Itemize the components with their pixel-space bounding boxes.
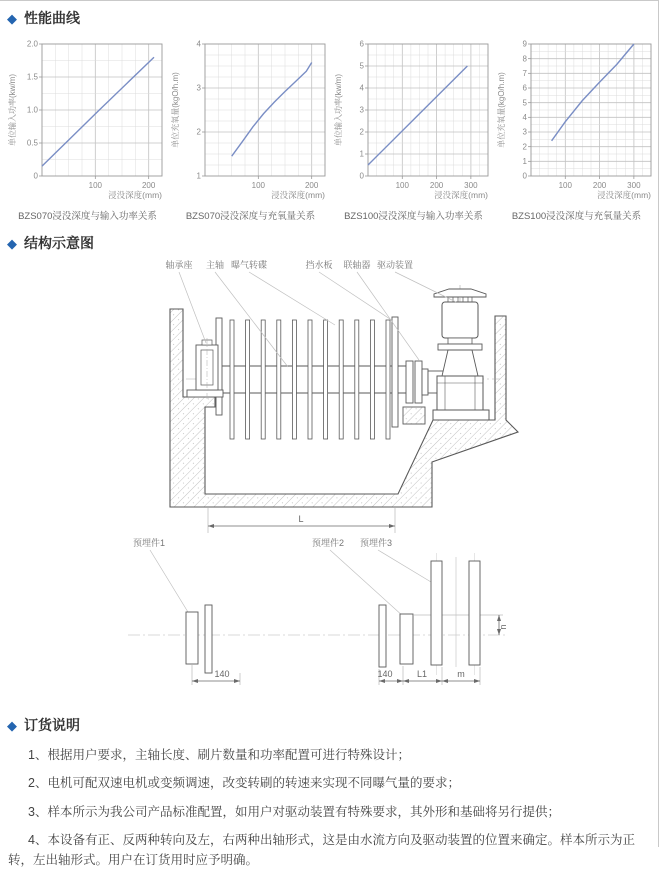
data-curve: [42, 57, 154, 166]
chart-canvas: [495, 30, 658, 207]
svg-text:2: 2: [196, 127, 201, 137]
svg-text:1: 1: [522, 156, 527, 166]
svg-text:0.5: 0.5: [26, 138, 38, 148]
svg-text:8: 8: [522, 54, 527, 64]
dim-label: L: [298, 514, 304, 524]
label-embed-1: 预埋件1: [133, 538, 166, 548]
svg-text:6: 6: [522, 83, 527, 93]
structure-diagram: [0, 255, 660, 703]
svg-text:200: 200: [141, 181, 156, 190]
chart-canvas: [169, 30, 332, 207]
bearing-assembly: [187, 338, 223, 401]
svg-text:100: 100: [251, 181, 266, 190]
label-embed-2: 预埋件2: [312, 538, 345, 548]
data-curve: [368, 66, 467, 165]
svg-text:2: 2: [522, 142, 527, 152]
ordering-notes: [0, 746, 658, 870]
dim-label: 140: [377, 669, 393, 679]
performance-charts-row: [0, 30, 658, 222]
chart-svg: [495, 30, 658, 202]
section-header-structure: [0, 226, 658, 255]
ordering-item-1: 1、根据用户要求，主轴长度、刷片数量和功率配置可进行特殊设计；: [28, 748, 410, 762]
chart-caption: BZS100浸没深度与输入功率关系: [344, 211, 483, 222]
chart-canvas: [332, 30, 495, 207]
svg-text:200: 200: [429, 181, 444, 190]
chart-canvas: [6, 30, 169, 207]
label-bearing-seat: 轴承座: [165, 260, 193, 270]
section-title-structure: 结构示意图: [24, 235, 94, 251]
dimension-lines: [192, 514, 508, 683]
section-title-performance: 性能曲线: [24, 10, 80, 26]
ordering-item-3: 3、样本所示为我公司产品标准配置，如用户对驱动装置有特殊要求，其外形和基础将另行提供；: [28, 804, 560, 819]
svg-text:0: 0: [522, 171, 527, 181]
dim-extensions: [192, 508, 503, 685]
label-embed-3: 预埋件3: [360, 538, 393, 548]
svg-text:4: 4: [522, 112, 527, 122]
dim-label: 140: [214, 669, 230, 679]
svg-text:300: 300: [464, 181, 478, 190]
svg-text:5: 5: [359, 61, 364, 71]
section-header-ordering: [0, 708, 658, 737]
x-axis-label: 浸没深度(mm): [271, 190, 325, 200]
svg-text:100: 100: [395, 181, 409, 190]
label-coupling: 联轴器: [343, 260, 371, 270]
diamond-icon: ◆: [7, 235, 17, 251]
chart-caption: BZS070浸没深度与充氧量关系: [185, 211, 316, 222]
dim-label: m: [457, 669, 465, 679]
chart-bzs070-power: [6, 30, 169, 222]
x-axis-label: 浸没深度(mm): [434, 190, 488, 200]
embedded-parts: [128, 537, 508, 675]
svg-text:9: 9: [522, 39, 527, 49]
chart-caption: BZS100浸没深度与充氧量关系: [511, 211, 642, 222]
svg-text:3: 3: [196, 83, 201, 93]
water-baffle-right: [392, 317, 398, 427]
chart-svg: [6, 30, 169, 202]
svg-text:2.0: 2.0: [26, 39, 38, 49]
svg-text:2: 2: [359, 127, 364, 137]
chart-bzs100-oxygen: [495, 30, 658, 222]
chart-svg: [169, 30, 332, 202]
svg-text:0: 0: [33, 171, 38, 181]
svg-text:6: 6: [359, 39, 364, 49]
svg-text:200: 200: [304, 181, 319, 190]
svg-text:4: 4: [359, 83, 364, 93]
label-water-baffle: 挡水板: [305, 260, 333, 270]
label-main-shaft: 主轴: [205, 260, 225, 270]
y-axis-label: 单位充氧量(kgO/h.m): [171, 72, 180, 148]
chart-caption: BZS070浸没深度与输入功率关系: [18, 211, 157, 222]
dim-label: n: [498, 624, 508, 630]
svg-text:0: 0: [359, 171, 364, 181]
dim-label: L1: [416, 669, 428, 679]
svg-text:100: 100: [558, 181, 572, 190]
svg-text:200: 200: [592, 181, 607, 190]
svg-text:300: 300: [627, 181, 641, 190]
y-axis-label: 单位输入功率(kw/m): [8, 74, 17, 146]
ordering-item-2: 2、电机可配双速电机或变频调速，改变转刷的转速来实现不同曝气量的要求；: [28, 776, 460, 791]
x-axis-label: 浸没深度(mm): [597, 190, 651, 200]
label-aeration-disc: 曝气转碟: [230, 260, 268, 270]
svg-text:1: 1: [196, 171, 201, 181]
label-drive-unit: 驱动装置: [376, 260, 414, 270]
diamond-icon: ◆: [7, 717, 17, 733]
diamond-icon: ◆: [7, 10, 17, 26]
svg-text:7: 7: [522, 68, 527, 78]
svg-text:3: 3: [359, 105, 364, 115]
section-header-performance: [0, 1, 658, 30]
drive-unit: [433, 285, 489, 420]
svg-text:1: 1: [359, 149, 364, 159]
chart-bzs100-power: [332, 30, 495, 222]
svg-text:4: 4: [196, 39, 201, 49]
svg-text:100: 100: [88, 181, 103, 190]
ordering-item-4: 4、本设备有正、反两种转向及左，右两种出轴形式，这是由水流方向及驱动装置的位置来确定。样本所示为正转，左出轴形式。用户在订货用时应予明确。: [8, 833, 635, 867]
section-title-ordering: 订货说明: [24, 717, 80, 733]
chart-svg: [332, 30, 495, 202]
x-axis-label: 浸没深度(mm): [108, 190, 162, 200]
y-axis-label: 单位输入功率(kw/m): [334, 74, 343, 146]
svg-text:5: 5: [522, 98, 527, 108]
svg-text:3: 3: [522, 127, 527, 137]
y-axis-label: 单位充氧量(kgO/h.m): [497, 72, 506, 148]
chart-bzs070-oxygen: [169, 30, 332, 222]
svg-text:1.5: 1.5: [26, 72, 38, 82]
svg-text:1.0: 1.0: [26, 105, 38, 115]
